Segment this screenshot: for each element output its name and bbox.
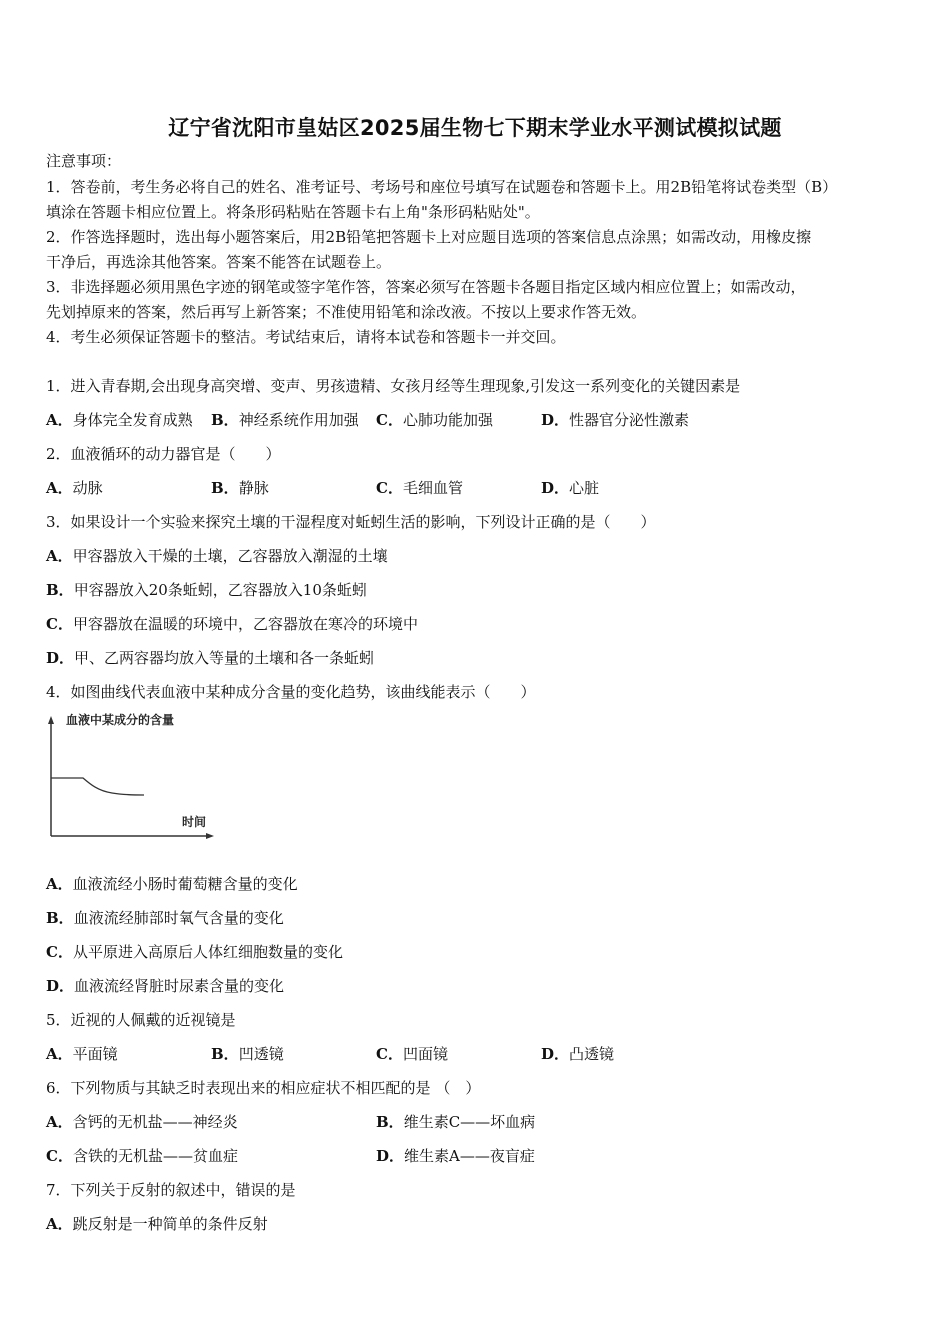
q6-option-c: [46, 1146, 238, 1166]
option-key: D．: [376, 1147, 405, 1165]
option-key: B．: [376, 1113, 404, 1131]
option-text: 甲、乙两容器均放入等量的土壤和各一条蚯蚓: [74, 649, 375, 667]
option-key: C．: [46, 615, 73, 633]
option-key: A．: [46, 411, 73, 429]
x-axis-label: 时间: [182, 815, 207, 829]
notice-heading: 注意事项：: [46, 152, 122, 170]
option-key: B．: [46, 909, 74, 927]
q3-option-b: [46, 580, 367, 600]
q2-option-b: [211, 478, 269, 498]
option-key: D．: [46, 977, 75, 995]
notice-line: 3．非选择题必须用黑色字迹的钢笔或签字笔作答，答案必须写在答题卡各题目指定区域内相应位置上；如需改动，: [46, 278, 806, 296]
option-key: A．: [46, 875, 73, 893]
option-text: 凹透镜: [238, 1045, 284, 1063]
notice-line: 填涂在答题卡相应位置上。将条形码粘贴在答题卡右上角"条形码粘贴处"。: [46, 203, 540, 221]
option-text: 含钙的无机盐——神经炎: [72, 1113, 238, 1131]
q4-option-b: [46, 908, 284, 928]
option-text: 静脉: [238, 479, 269, 497]
option-text: 血液流经肺部时氧气含量的变化: [73, 909, 284, 927]
q5-option-c: [376, 1044, 448, 1064]
option-text: 凹面镜: [402, 1045, 448, 1063]
notice-line: 2．作答选择题时，选出每小题答案后，用2B铅笔把答题卡上对应题目选项的答案信息点涂黑；如需改动，用橡皮擦: [46, 228, 812, 246]
q5-option-b: [211, 1044, 284, 1064]
y-axis-label: 血液中某成分的含量: [66, 713, 175, 727]
option-text: 含铁的无机盐——贫血症: [72, 1147, 238, 1165]
x-axis-arrow: [206, 833, 214, 839]
option-text: 身体完全发育成熟: [72, 411, 193, 429]
option-key: B．: [211, 411, 239, 429]
q6-option-b: [376, 1112, 535, 1132]
page-title: 辽宁省沈阳市皇姑区2025届生物七下期末学业水平测试模拟试题: [168, 116, 782, 140]
q3-option-c: [46, 614, 418, 634]
option-key: D．: [541, 411, 570, 429]
q4-option-a: [46, 874, 298, 894]
question-2-stem: 2．血液循环的动力器官是（ ）: [46, 445, 281, 463]
option-key: C．: [46, 943, 73, 961]
q2-option-a: [46, 478, 103, 498]
option-key: D．: [541, 1045, 570, 1063]
q1-option-d: [541, 410, 689, 430]
option-text: 甲容器放入干燥的土壤，乙容器放入潮湿的土壤: [72, 547, 388, 565]
question-4-stem: 4．如图曲线代表血液中某种成分含量的变化趋势，该曲线能表示（ ）: [46, 683, 536, 701]
option-text: 血液流经肾脏时尿素含量的变化: [74, 977, 285, 995]
option-text: 心肺功能加强: [402, 411, 493, 429]
option-key: B．: [211, 479, 239, 497]
q4-trend-graph: [40, 708, 230, 844]
option-key: B．: [211, 1045, 239, 1063]
option-key: D．: [46, 649, 75, 667]
y-axis-arrow: [48, 716, 54, 724]
option-key: B．: [46, 581, 74, 599]
option-key: A．: [46, 479, 73, 497]
option-text: 神经系统作用加强: [238, 411, 359, 429]
option-text: 跳反射是一种简单的条件反射: [72, 1215, 268, 1233]
option-key: C．: [376, 479, 403, 497]
q3-option-a: [46, 546, 388, 566]
option-key: A．: [46, 1113, 73, 1131]
option-text: 性器官分泌性激素: [569, 411, 690, 429]
option-text: 维生素C——坏血病: [403, 1113, 536, 1131]
question-5-stem: 5．近视的人佩戴的近视镜是: [46, 1011, 236, 1029]
question-3-stem: 3．如果设计一个实验来探究土壤的干湿程度对蚯蚓生活的影响，下列设计正确的是（ ）: [46, 513, 656, 531]
option-text: 平面镜: [72, 1045, 118, 1063]
option-key: A．: [46, 1045, 73, 1063]
q5-option-d: [541, 1044, 614, 1064]
option-text: 从平原进入高原后人体红细胞数量的变化: [72, 943, 343, 961]
option-text: 动脉: [72, 479, 103, 497]
option-text: 毛细血管: [402, 479, 463, 497]
notice-line: 干净后，再选涂其他答案。答案不能答在试题卷上。: [46, 253, 392, 271]
q1-option-c: [376, 410, 493, 430]
q6-option-d: [376, 1146, 535, 1166]
notice-line: 4．考生必须保证答题卡的整洁。考试结束后，请将本试卷和答题卡一并交回。: [46, 328, 566, 346]
option-text: 维生素A——夜盲症: [404, 1147, 535, 1165]
q2-option-c: [376, 478, 463, 498]
notice-line: 先划掉原来的答案，然后再写上新答案；不准使用铅笔和涂改液。不按以上要求作答无效。: [46, 303, 647, 321]
question-1-stem: 1．进入青春期,会出现身高突增、变声、男孩遗精、女孩月经等生理现象,引发这一系列变化的关键因素是: [46, 377, 741, 395]
option-key: A．: [46, 1215, 73, 1233]
q1-option-a: [46, 410, 193, 430]
q4-option-c: [46, 942, 343, 962]
option-key: A．: [46, 547, 73, 565]
q3-option-d: [46, 648, 374, 668]
question-7-stem: 7．下列关于反射的叙述中，错误的是: [46, 1181, 296, 1199]
option-key: C．: [376, 411, 403, 429]
option-key: D．: [541, 479, 570, 497]
q2-option-d: [541, 478, 599, 498]
option-text: 凸透镜: [569, 1045, 615, 1063]
q6-option-a: [46, 1112, 238, 1132]
option-key: C．: [376, 1045, 403, 1063]
q1-option-b: [211, 410, 359, 430]
option-text: 甲容器放入20条蚯蚓，乙容器放入10条蚯蚓: [73, 581, 367, 599]
option-text: 血液流经小肠时葡萄糖含量的变化: [72, 875, 298, 893]
option-key: C．: [46, 1147, 73, 1165]
option-text: 心脏: [569, 479, 600, 497]
option-text: 甲容器放在温暖的环境中，乙容器放在寒冷的环境中: [72, 615, 418, 633]
question-6-stem: 6．下列物质与其缺乏时表现出来的相应症状不相匹配的是 （ ）: [46, 1079, 481, 1097]
trend-curve: [51, 778, 144, 795]
q4-option-d: [46, 976, 284, 996]
notice-line: 1．答卷前，考生务必将自己的姓名、准考证号、考场号和座位号填写在试题卷和答题卡上。用2B铅笔将试卷类型（B）: [46, 178, 838, 196]
q5-option-a: [46, 1044, 118, 1064]
q7-option-a: [46, 1214, 268, 1234]
